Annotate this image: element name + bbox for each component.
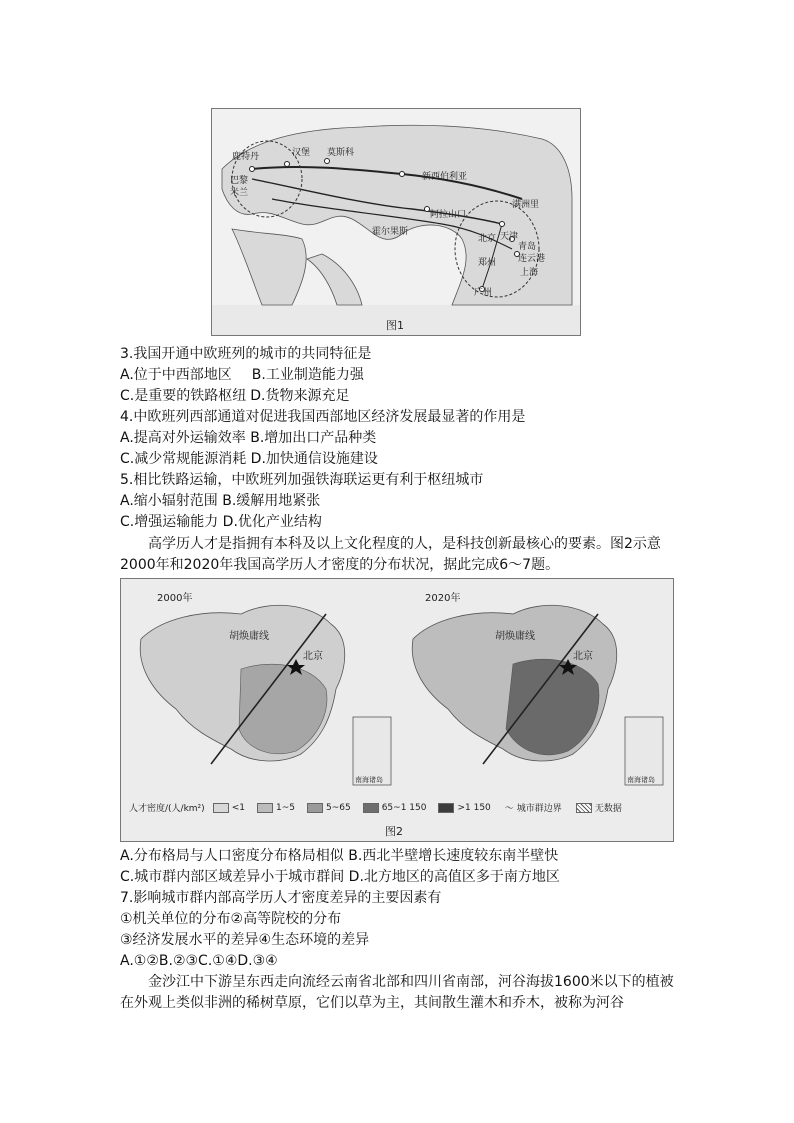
legend-title: 人才密度/(人/km²)	[129, 804, 205, 814]
intro-paragraph-3: 金沙江中下游呈东西走向流经云南省北部和四川省南部，河谷海拔1600米以下的植被在外观上类似非洲的稀树草原，它们以草为主，其间散生灌木和乔木，被称为河谷	[120, 974, 674, 1011]
figure-1-caption: 图1	[386, 319, 404, 332]
q6-options-cd: C.城市群内部区域差异小于城市群间 D.北方地区的高值区多于南方地区	[120, 869, 560, 885]
legend-boundary: 城市群边界	[516, 804, 562, 814]
q4-stem: 4.中欧班列西部通道对促进我国西部地区经济发展最显著的作用是	[120, 409, 526, 425]
q3-option-b: B.工业制造能力强	[251, 367, 364, 383]
legend-item-2: 5~65	[325, 802, 351, 813]
map-label-shanghai: 上海	[520, 268, 539, 278]
figure-1-map-drawing	[212, 109, 580, 335]
map-label-beijing: 北京	[478, 234, 497, 244]
q7-choices-12: ①机关单位的分布②高等院校的分布	[120, 911, 342, 927]
map-label-horgos: 霍尔果斯	[372, 227, 409, 237]
map-left-city-label: 北京	[303, 651, 323, 662]
legend-item-3: 65~1 150	[381, 802, 427, 813]
map-label-rotterdam: 鹿特丹	[232, 152, 260, 162]
q4-options-cd: C.减少常规能源消耗 D.加快通信设施建设	[120, 451, 378, 467]
map-label-alashankou: 阿拉山口	[430, 210, 467, 220]
q3-option-c: C.是重要的铁路枢纽	[120, 388, 247, 404]
map-left-line-label: 胡焕庸线	[229, 631, 269, 642]
q5-stem: 5.相比铁路运输，中欧班列加强铁海联运更有利于枢纽城市	[120, 472, 484, 488]
q3-options-cd	[120, 386, 349, 406]
map-label-qingdao: 青岛	[518, 242, 537, 252]
map-left-inset-label: 南海诸岛	[355, 776, 383, 784]
map-label-moscow: 莫斯科	[327, 148, 355, 158]
q3-option-a: A.位于中西部地区	[120, 367, 232, 383]
q5-options-ab: A.缩小辐射范围 B.缓解用地紧张	[120, 493, 321, 509]
legend-item-1: 1~5	[275, 802, 295, 813]
figure-2-maps	[120, 578, 674, 842]
map-label-tianjin: 天津	[500, 232, 519, 242]
map-right-city-label: 北京	[573, 651, 593, 662]
q4-options-ab: A.提高对外运输效率 B.增加出口产品种类	[120, 430, 377, 446]
legend-swatch-1	[257, 803, 273, 813]
map-label-guangzhou: 广州	[474, 288, 493, 298]
map-label-paris: 巴黎	[230, 176, 249, 186]
q6-options-ab: A.分布格局与人口密度分布格局相似 B.西北半壁增长速度较东南半壁快	[120, 848, 559, 864]
legend-swatch-2	[307, 803, 323, 813]
map-right-line-label: 胡焕庸线	[495, 631, 535, 642]
figure-1-map	[211, 108, 581, 336]
map-label-novosibirsk: 新西伯利亚	[422, 172, 468, 182]
q7-choices-34: ③经济发展水平的差异④生态环境的差异	[120, 932, 370, 948]
map-left-year: 2000年	[157, 593, 193, 604]
map-right-inset-label: 南海诸岛	[627, 776, 655, 784]
legend-item-0: <1	[231, 802, 245, 813]
map-label-milan: 米兰	[230, 188, 249, 198]
q7-stem: 7.影响城市群内部高学历人才密度差异的主要因素有	[120, 890, 442, 906]
map-label-manzhouli: 满洲里	[512, 200, 540, 210]
legend-boundary-icon: 〜	[504, 804, 514, 814]
intro-paragraph-2: 高学历人才是指拥有本科及以上文化程度的人，是科技创新最核心的要素。图2示意2000年和2020年我国高学历人才密度的分布状况，据此完成6～7题。	[120, 536, 661, 573]
map-right-year: 2020年	[425, 593, 461, 604]
figure-2-legend	[129, 801, 622, 814]
legend-swatch-4	[438, 803, 454, 813]
q3-options-ab	[120, 365, 364, 385]
legend-nodata: 无数据	[594, 804, 622, 814]
legend-nodata-swatch	[576, 803, 592, 813]
legend-item-4: >1 150	[457, 802, 491, 813]
q3-option-d: D.货物来源充足	[250, 388, 350, 404]
legend-swatch-0	[213, 803, 229, 813]
q3-stem: 3.我国开通中欧班列的城市的共同特征是	[120, 346, 372, 362]
q5-options-cd: C.增强运输能力 D.优化产业结构	[120, 514, 322, 530]
figure-2-caption: 图2	[385, 825, 403, 838]
map-label-hamburg: 汉堡	[292, 148, 311, 158]
map-label-zhengzhou: 郑州	[478, 258, 497, 268]
map-label-lianyungang: 连云港	[518, 254, 546, 264]
legend-swatch-3	[363, 803, 379, 813]
q7-options: A.①②B.②③C.①④D.③④	[120, 953, 278, 969]
